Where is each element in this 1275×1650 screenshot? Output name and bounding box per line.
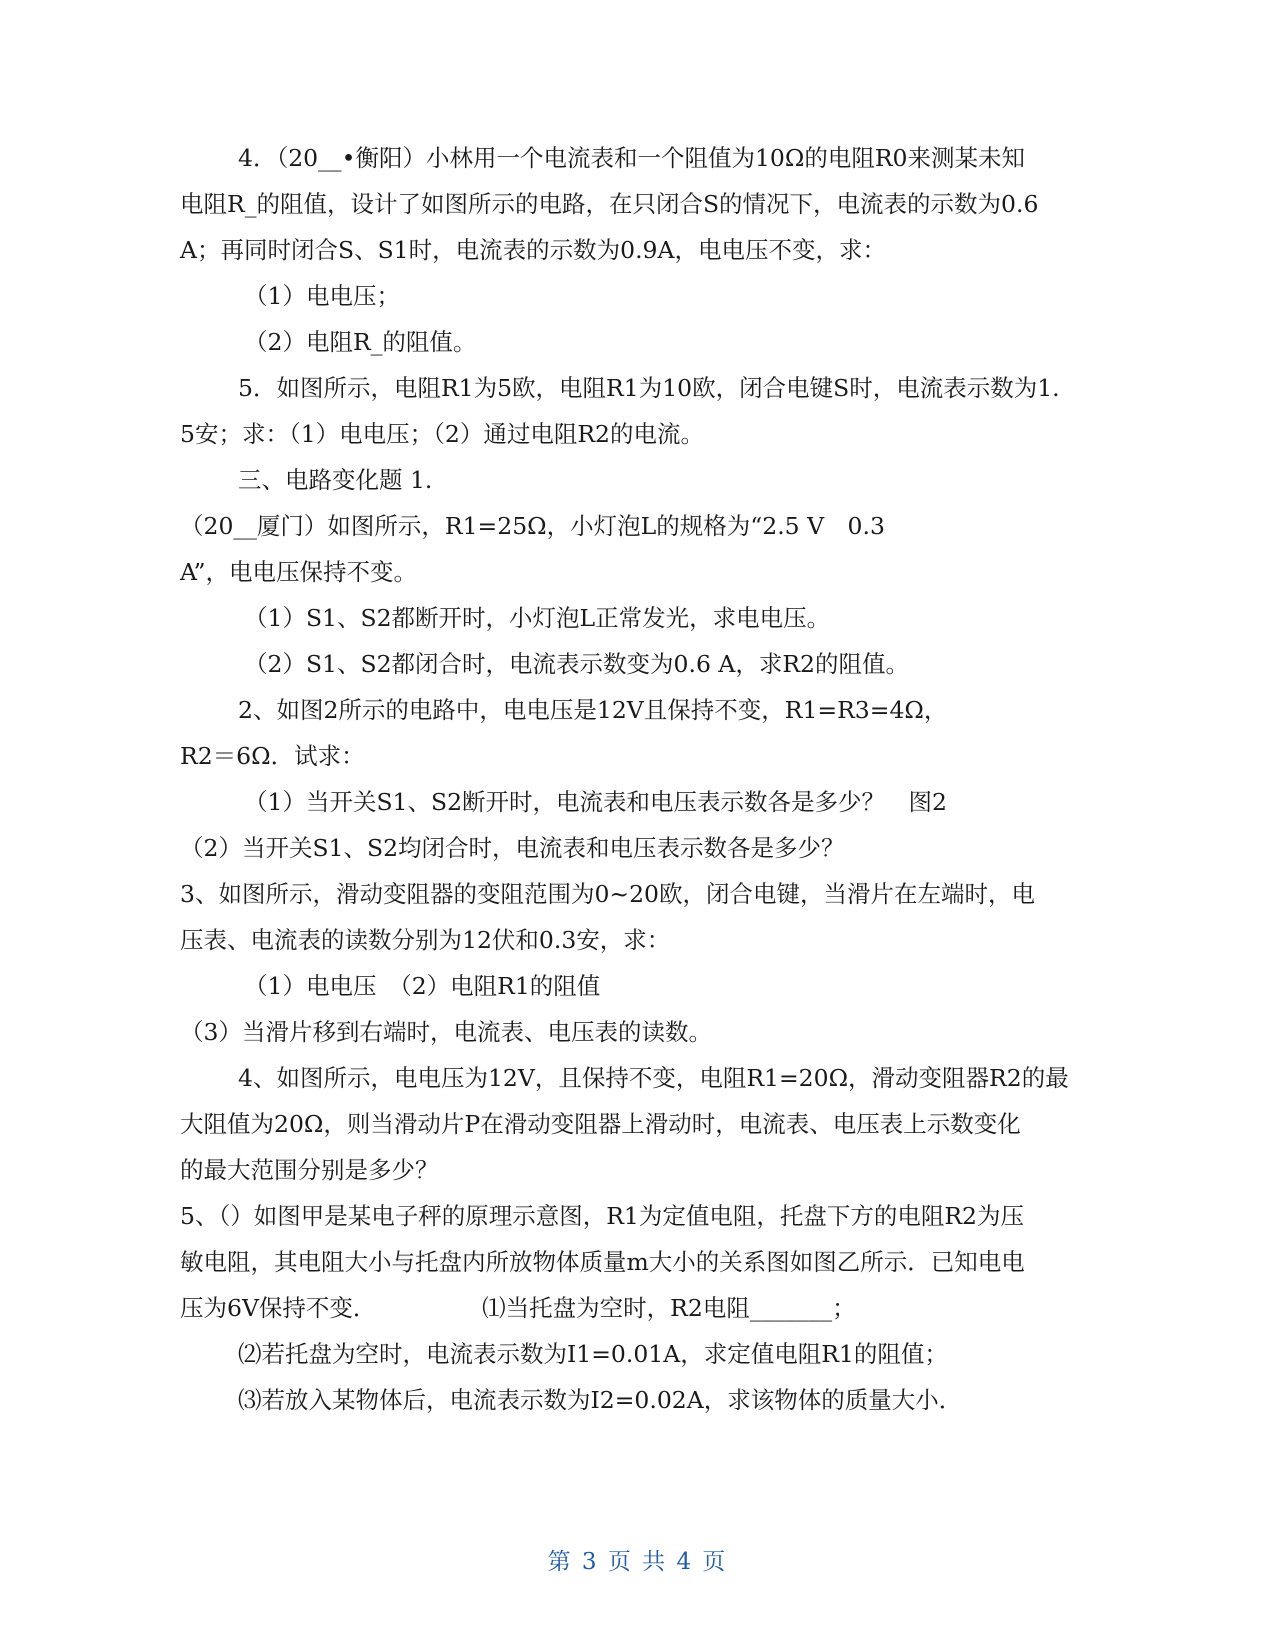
q4-sub-1: （1）电电压；	[244, 282, 400, 310]
c1-line-2: A”，电电压保持不变。	[180, 558, 418, 586]
q4-line-3: A；再同时闭合S、S1时，电流表的示数为0.9A，电电压不变，求：	[180, 236, 886, 264]
c5-sub-2: ⑵若托盘为空时，电流表示数为I1=0.01A，求定值电阻R1的阻值；	[238, 1340, 948, 1368]
q4-sub-2: （2）电阻R_的阻值。	[244, 328, 477, 356]
c5-line-1: 5、（）如图甲是某电子秤的原理示意图，R1为定值电阻，托盘下方的电阻R2为压	[180, 1202, 1024, 1230]
q5-line-1: 5．如图所示，电阻R1为5欧，电阻R1为10欧，闭合电键S时，电流表示数为1.	[238, 374, 1060, 402]
q4-line-1: 4．（20__•衡阳）小林用一个电流表和一个阻值为10Ω的电阻R0来测某未知	[238, 144, 1025, 172]
c2-line-1: 2、如图2所示的电路中，电电压是12V且保持不变，R1=R3=4Ω，	[238, 696, 948, 724]
c3-sub-1: （1）电电压 （2）电阻R1的阻值	[244, 972, 601, 1000]
c3-sub-2: （3）当滑片移到右端时，电流表、电压表的读数。	[180, 1018, 712, 1046]
c5-line-3: 压为6V保持不变． ⑴当托盘为空时，R2电阻_______；	[180, 1294, 856, 1322]
c1-sub-2: （2）S1、S2都闭合时，电流表示数变为0.6 A，求R2的阻值。	[244, 650, 910, 678]
c2-line-2: R2＝6Ω．试求：	[180, 742, 365, 770]
c1-sub-1: （1）S1、S2都断开时，小灯泡L正常发光，求电电压。	[244, 604, 831, 632]
c1-line-1: （20__厦门）如图所示，R1=25Ω，小灯泡L的规格为“2.5 V 0.3	[180, 512, 885, 540]
section-heading: 三、电路变化题 1.	[238, 466, 433, 494]
q4-line-2: 电阻R_的阻值，设计了如图所示的电路，在只闭合S的情况下，电流表的示数为0.6	[180, 190, 1039, 218]
c5-line-2: 敏电阻，其电阻大小与托盘内所放物体质量m大小的关系图如图乙所示．已知电电	[180, 1248, 1025, 1276]
c3-line-2: 压表、电流表的读数分别为12伏和0.3安，求：	[180, 926, 671, 954]
c3-line-1: 3、如图所示，滑动变阻器的变阻范围为0~20欧，闭合电键，当滑片在左端时，电	[180, 880, 1035, 908]
c4-line-1: 4、如图所示，电电压为12V，且保持不变，电阻R1=20Ω，滑动变阻器R2的最	[238, 1064, 1069, 1092]
c4-line-3: 的最大范围分别是多少？	[180, 1156, 439, 1184]
c2-sub-2: （2）当开关S1、S2均闭合时，电流表和电压表示数各是多少？	[180, 834, 845, 862]
c2-sub-1: （1）当开关S1、S2断开时，电流表和电压表示数各是多少？ 图2	[244, 788, 948, 816]
c4-line-2: 大阻值为20Ω，则当滑动片P在滑动变阻器上滑动时，电流表、电压表上示数变化	[180, 1110, 1021, 1138]
c5-sub-3: ⑶若放入某物体后，电流表示数为I2=0.02A，求该物体的质量大小．	[238, 1386, 963, 1414]
q5-line-2: 5安；求：（1）电电压；（2）通过电阻R2的电流。	[180, 420, 704, 448]
page-footer: 第 3 页 共 4 页	[547, 1549, 728, 1575]
